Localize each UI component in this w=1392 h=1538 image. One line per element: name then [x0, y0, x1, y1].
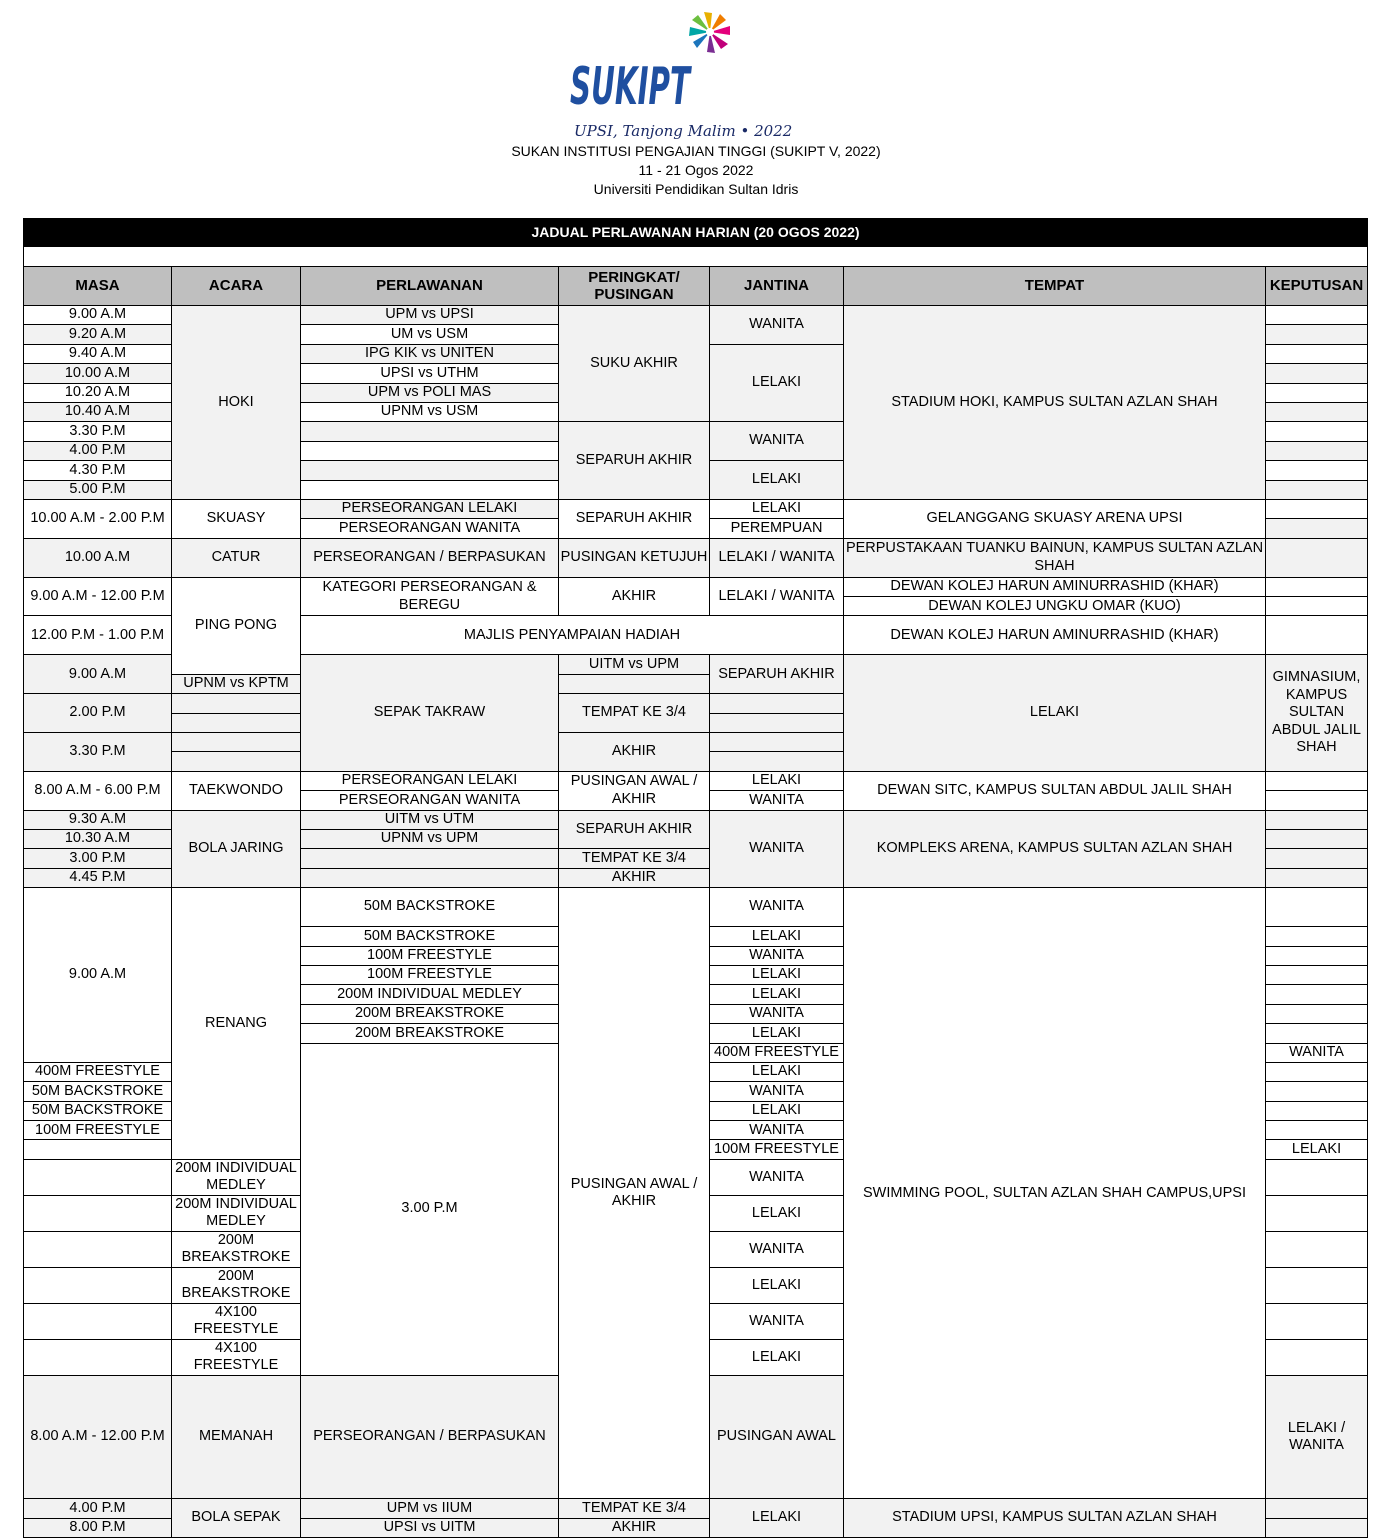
stage-cell: PUSINGAN KETUJUH: [559, 538, 710, 577]
time-cell: 4.30 P.M: [24, 461, 172, 480]
event-cell: [24, 1195, 172, 1231]
gender-cell: LELAKI: [710, 771, 844, 790]
time-cell: 8.00 A.M - 12.00 P.M: [24, 1375, 172, 1499]
stage-cell: SEPARUH AKHIR: [559, 422, 710, 500]
result-cell: [1266, 1121, 1368, 1140]
venue-cell: STADIUM UPSI, KAMPUS SULTAN AZLAN SHAH: [844, 1499, 1266, 1538]
match-cell: 400M FREESTYLE: [24, 1062, 172, 1081]
time-cell: 10.00 A.M: [24, 364, 172, 383]
match-cell: 100M FREESTYLE: [301, 946, 559, 965]
gender-cell: WANITA: [710, 1159, 844, 1195]
time-cell: 9.00 A.M - 12.00 P.M: [24, 577, 172, 616]
venue-cell: DEWAN KOLEJ HARUN AMINURRASHID (KHAR): [844, 616, 1266, 655]
gender-cell: LELAKI: [710, 1195, 844, 1231]
time-cell: 3.00 P.M: [301, 1043, 559, 1375]
match-cell: 200M BREAKSTROKE: [301, 1004, 559, 1023]
gender-cell: WANITA: [710, 306, 844, 345]
time-cell: 8.00 P.M: [24, 1518, 172, 1537]
time-cell: 3.30 P.M: [24, 733, 172, 772]
gender-cell: LELAKI: [710, 1024, 844, 1043]
gender-cell: LELAKI / WANITA: [1266, 1375, 1368, 1499]
gender-cell: LELAKI: [710, 985, 844, 1004]
stage-cell: PUSINGAN AWAL / AKHIR: [559, 888, 710, 1499]
match-cell: PERSEORANGAN LELAKI: [301, 499, 559, 518]
result-cell: [1266, 1082, 1368, 1101]
match-cell: UPM vs IIUM: [301, 1499, 559, 1518]
match-cell: 4X100 FREESTYLE: [172, 1339, 301, 1375]
match-cell: PERSEORANGAN / BERPASUKAN: [301, 538, 559, 577]
gender-cell: WANITA: [710, 1121, 844, 1140]
result-cell: [1266, 383, 1368, 402]
result-cell: [1266, 344, 1368, 363]
result-cell: [1266, 1101, 1368, 1120]
result-cell: [1266, 849, 1368, 868]
match-cell: 50M BACKSTROKE: [24, 1101, 172, 1120]
event-cell: SKUASY: [172, 499, 301, 538]
result-cell: [1266, 791, 1368, 810]
match-cell: 200M BREAKSTROKE: [172, 1267, 301, 1303]
match-cell: UPNM vs USM: [301, 402, 559, 421]
time-cell: 2.00 P.M: [24, 694, 172, 733]
time-cell: 3.30 P.M: [24, 422, 172, 441]
event-cell: [24, 1303, 172, 1339]
match-cell: 200M BREAKSTROKE: [172, 1231, 301, 1267]
match-cell: PERSEORANGAN / BERPASUKAN: [301, 1375, 559, 1499]
match-cell: PERSEORANGAN WANITA: [301, 791, 559, 810]
gender-cell: WANITA: [710, 1082, 844, 1101]
match-cell: UM vs USM: [301, 325, 559, 344]
match-cell: UPSI vs UITM: [301, 1518, 559, 1537]
result-cell: [559, 674, 710, 693]
gender-cell: LELAKI: [710, 1339, 844, 1375]
result-cell: [710, 694, 844, 713]
result-cell: [1266, 1195, 1368, 1231]
result-cell: [1266, 965, 1368, 984]
match-cell: 50M BACKSTROKE: [301, 927, 559, 946]
event-dates: 11 - 21 Ogos 2022: [638, 162, 754, 178]
event-cell: HOKI: [172, 306, 301, 500]
stage-cell: TEMPAT KE 3/4: [559, 694, 710, 733]
time-cell: 10.40 A.M: [24, 402, 172, 421]
result-cell: [1266, 441, 1368, 460]
event-cell: [24, 1339, 172, 1375]
time-cell: 10.00 A.M - 2.00 P.M: [24, 499, 172, 538]
spacer-row: [24, 247, 1368, 267]
table-row: [24, 1499, 1368, 1518]
event-host: Universiti Pendidikan Sultan Idris: [593, 181, 799, 197]
venue-cell: GIMNASIUM, KAMPUS SULTAN ABDUL JALIL SHAH: [1266, 655, 1368, 771]
match-cell: PERSEORANGAN WANITA: [301, 519, 559, 538]
match-cell: UPSI vs UTHM: [301, 364, 559, 383]
gender-cell: WANITA: [710, 810, 844, 888]
result-cell: [710, 733, 844, 752]
match-cell: IPG KIK vs UNITEN: [301, 344, 559, 363]
sukipt-logo-graphic: [560, 8, 850, 142]
match-cell: 200M INDIVIDUAL MEDLEY: [301, 985, 559, 1004]
result-cell: [1266, 1499, 1368, 1518]
result-cell: [1266, 597, 1368, 616]
logo-wordmark: SUKIPT: [570, 57, 692, 117]
gender-cell: WANITA: [710, 422, 844, 461]
result-cell: [1266, 1231, 1368, 1267]
result-cell: [1266, 538, 1368, 577]
time-cell: 12.00 P.M - 1.00 P.M: [24, 616, 172, 655]
time-cell: 8.00 A.M - 6.00 P.M: [24, 771, 172, 810]
col-peringkat: PERINGKAT/ PUSINGAN: [559, 267, 710, 306]
event-cell: PING PONG: [172, 577, 301, 674]
table-row: [24, 810, 1368, 829]
result-cell: [1266, 1062, 1368, 1081]
result-cell: [1266, 829, 1368, 848]
stage-cell: SEPARUH AKHIR: [710, 655, 844, 694]
gender-cell: WANITA: [710, 1004, 844, 1023]
match-cell: UPNM vs KPTM: [172, 674, 301, 693]
table-header-row: [24, 267, 1368, 306]
result-cell: [1266, 306, 1368, 325]
match-cell: 200M BREAKSTROKE: [301, 1024, 559, 1043]
match-cell: KATEGORI PERSEORANGAN & BEREGU: [301, 577, 559, 616]
stage-cell: TEMPAT KE 3/4: [559, 849, 710, 868]
col-acara: ACARA: [172, 267, 301, 306]
result-cell: [1266, 888, 1368, 927]
result-cell: [1266, 868, 1368, 887]
result-cell: [710, 752, 844, 771]
time-cell: 10.00 A.M: [24, 538, 172, 577]
result-cell: [1266, 364, 1368, 383]
gender-cell: WANITA: [710, 1303, 844, 1339]
schedule-table: [23, 218, 1368, 1538]
time-cell: 9.00 A.M: [24, 306, 172, 325]
result-cell: [1266, 402, 1368, 421]
match-cell: PERSEORANGAN LELAKI: [301, 771, 559, 790]
gender-cell: LELAKI: [710, 1499, 844, 1538]
table-row: [24, 888, 1368, 927]
result-cell: [710, 713, 844, 732]
stage-cell: TEMPAT KE 3/4: [559, 1499, 710, 1518]
table-row: [24, 577, 1368, 596]
gender-cell: LELAKI: [1266, 1140, 1368, 1159]
gender-cell: LELAKI / WANITA: [710, 538, 844, 577]
result-cell: [1266, 810, 1368, 829]
result-cell: [1266, 422, 1368, 441]
time-cell: 4.45 P.M: [24, 868, 172, 887]
stage-cell: AKHIR: [559, 1518, 710, 1537]
match-cell: UPM vs UPSI: [301, 306, 559, 325]
event-cell: [24, 1140, 172, 1159]
time-cell: 9.00 A.M: [24, 888, 172, 1063]
gender-cell: WANITA: [710, 888, 844, 927]
result-cell: [1266, 985, 1368, 1004]
result-cell: [1266, 461, 1368, 480]
match-cell: 50M BACKSTROKE: [24, 1082, 172, 1101]
stage-cell: AKHIR: [559, 868, 710, 887]
gender-cell: LELAKI: [710, 461, 844, 500]
event-cell: RENANG: [172, 888, 301, 1160]
table-row: [24, 538, 1368, 577]
event-title: SUKAN INSTITUSI PENGAJIAN TINGGI (SUKIPT V, 2022): [511, 143, 881, 159]
match-cell: [172, 733, 301, 752]
gender-cell: LELAKI: [710, 1267, 844, 1303]
venue-cell: DEWAN KOLEJ UNGKU OMAR (KUO): [844, 597, 1266, 616]
result-cell: [1266, 1303, 1368, 1339]
gender-cell: LELAKI: [710, 965, 844, 984]
venue-cell: DEWAN SITC, KAMPUS SULTAN ABDUL JALIL SHAH: [844, 771, 1266, 810]
event-cell: SEPAK TAKRAW: [301, 655, 559, 771]
result-cell: [1266, 1159, 1368, 1195]
result-cell: [1266, 1518, 1368, 1537]
time-cell: 9.20 A.M: [24, 325, 172, 344]
table-title: JADUAL PERLAWANAN HARIAN (20 OGOS 2022): [24, 219, 1368, 247]
result-cell: [1266, 946, 1368, 965]
gender-cell: LELAKI: [844, 655, 1266, 771]
match-cell: 4X100 FREESTYLE: [172, 1303, 301, 1339]
match-cell: [301, 461, 559, 480]
gender-cell: LELAKI: [710, 499, 844, 518]
result-cell: [1266, 927, 1368, 946]
match-cell: 200M INDIVIDUAL MEDLEY: [172, 1159, 301, 1195]
match-cell: 50M BACKSTROKE: [301, 888, 559, 927]
gender-cell: LELAKI: [710, 927, 844, 946]
match-cell: [301, 849, 559, 868]
stage-cell: SEPARUH AKHIR: [559, 810, 710, 849]
match-cell: 100M FREESTYLE: [301, 965, 559, 984]
match-cell: 100M FREESTYLE: [24, 1121, 172, 1140]
gender-cell: WANITA: [710, 791, 844, 810]
event-cell: [24, 1231, 172, 1267]
match-cell: [172, 694, 301, 713]
gender-cell: WANITA: [1266, 1043, 1368, 1062]
table-row: [24, 771, 1368, 790]
gender-cell: LELAKI: [710, 344, 844, 422]
gender-cell: LELAKI: [710, 1062, 844, 1081]
event-cell: BOLA JARING: [172, 810, 301, 888]
venue-cell: STADIUM HOKI, KAMPUS SULTAN AZLAN SHAH: [844, 306, 1266, 500]
stage-cell: SUKU AKHIR: [559, 306, 710, 422]
col-keputusan: KEPUTUSAN: [1266, 267, 1368, 306]
time-cell: 3.00 P.M: [24, 849, 172, 868]
time-cell: 4.00 P.M: [24, 441, 172, 460]
gender-cell: WANITA: [710, 946, 844, 965]
gender-cell: LELAKI / WANITA: [710, 577, 844, 616]
table-row: [24, 499, 1368, 518]
match-cell: [301, 441, 559, 460]
match-cell: UPNM vs UPM: [301, 829, 559, 848]
logo-subtitle: UPSI, Tanjong Malim • 2022: [574, 122, 793, 140]
venue-cell: GELANGGANG SKUASY ARENA UPSI: [844, 499, 1266, 538]
match-cell: 100M FREESTYLE: [710, 1140, 844, 1159]
result-cell: [1266, 1024, 1368, 1043]
result-cell: [1266, 616, 1368, 655]
gender-cell: WANITA: [710, 1231, 844, 1267]
match-cell: UPM vs POLI MAS: [301, 383, 559, 402]
time-cell: 10.20 A.M: [24, 383, 172, 402]
event-cell: [24, 1267, 172, 1303]
gender-cell: PEREMPUAN: [710, 519, 844, 538]
time-cell: 4.00 P.M: [24, 1499, 172, 1518]
result-cell: [1266, 325, 1368, 344]
venue-cell: PERPUSTAKAAN TUANKU BAINUN, KAMPUS SULTAN AZLAN SHAH: [844, 538, 1266, 577]
match-cell: UITM vs UPM: [559, 655, 710, 674]
venue-cell: DEWAN KOLEJ HARUN AMINURRASHID (KHAR): [844, 577, 1266, 596]
event-cell: TAEKWONDO: [172, 771, 301, 810]
match-cell: MAJLIS PENYAMPAIAN HADIAH: [301, 616, 844, 655]
result-cell: [1266, 771, 1368, 790]
match-cell: [301, 868, 559, 887]
event-cell: [24, 1159, 172, 1195]
venue-cell: SWIMMING POOL, SULTAN AZLAN SHAH CAMPUS,UPSI: [844, 888, 1266, 1499]
event-cell: MEMANAH: [172, 1375, 301, 1499]
match-cell: 200M INDIVIDUAL MEDLEY: [172, 1195, 301, 1231]
result-cell: [1266, 519, 1368, 538]
match-cell: 400M FREESTYLE: [710, 1043, 844, 1062]
match-cell: [172, 752, 301, 771]
col-masa: MASA: [24, 267, 172, 306]
result-cell: [1266, 1339, 1368, 1375]
stage-cell: AKHIR: [559, 577, 710, 616]
result-cell: [1266, 577, 1368, 596]
col-jantina: JANTINA: [710, 267, 844, 306]
match-cell: UITM vs UTM: [301, 810, 559, 829]
result-cell: [1266, 1267, 1368, 1303]
match-cell: [172, 713, 301, 732]
time-cell: 9.30 A.M: [24, 810, 172, 829]
sunburst-icon: [689, 12, 730, 53]
stage-cell: AKHIR: [559, 733, 710, 772]
result-cell: [1266, 1004, 1368, 1023]
stage-cell: PUSINGAN AWAL: [710, 1375, 844, 1499]
time-cell: 5.00 P.M: [24, 480, 172, 499]
time-cell: 10.30 A.M: [24, 829, 172, 848]
stage-cell: PUSINGAN AWAL / AKHIR: [559, 771, 710, 810]
match-cell: [301, 480, 559, 499]
col-tempat: TEMPAT: [844, 267, 1266, 306]
stage-cell: SEPARUH AKHIR: [559, 499, 710, 538]
gender-cell: LELAKI: [710, 1101, 844, 1120]
result-cell: [1266, 499, 1368, 518]
sukipt-logo: [560, 8, 850, 142]
time-cell: 9.00 A.M: [24, 655, 172, 694]
table-row: [24, 306, 1368, 325]
event-cell: BOLA SEPAK: [172, 1499, 301, 1538]
col-perlawanan: PERLAWANAN: [301, 267, 559, 306]
venue-cell: KOMPLEKS ARENA, KAMPUS SULTAN AZLAN SHAH: [844, 810, 1266, 888]
time-cell: 9.40 A.M: [24, 344, 172, 363]
match-cell: [301, 422, 559, 441]
event-cell: CATUR: [172, 538, 301, 577]
result-cell: [1266, 480, 1368, 499]
